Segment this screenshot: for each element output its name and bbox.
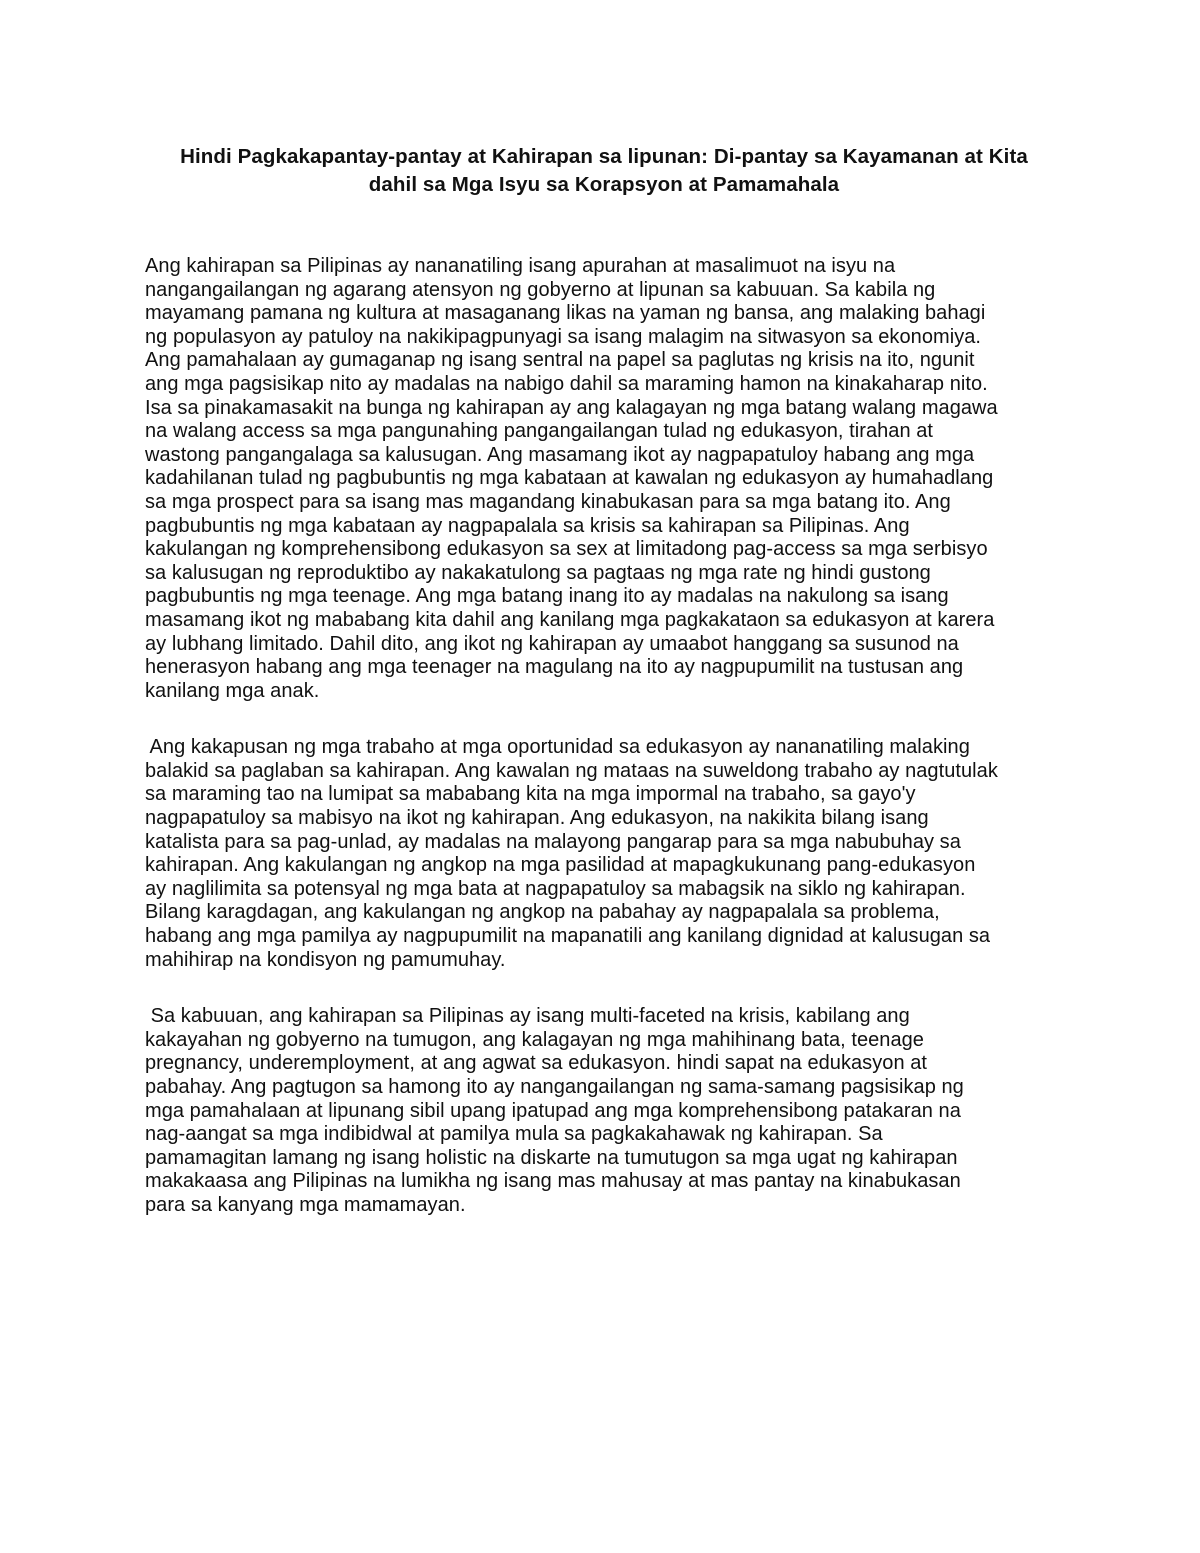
text-line: pagbubuntis ng mga teenage. Ang mga batang inang ito ay madalas na nakulong sa isang <box>145 585 949 608</box>
text-line: masamang ikot ng mababang kita dahil ang kanilang mga pagkakataon sa edukasyon at karera <box>145 608 995 631</box>
text-line: katalista para sa pag-unlad, ay madalas na malayong pangarap para sa mga nabubuhay sa <box>145 830 961 853</box>
text-line: nag-aangat sa mga indibidwal at pamilya mula sa pagkakahawak ng kahirapan. Sa <box>145 1123 883 1146</box>
text-line: sa maraming tao na lumipat sa mababang kita na mga impormal na trabaho, sa gayo'y <box>145 783 916 806</box>
text-line: ang mga pagsisikap nito ay madalas na nabigo dahil sa maraming hamon na kinakaharap nito. <box>145 372 988 395</box>
text-line: na walang access sa mga pangunahing pangangailangan tulad ng edukasyon, tirahan at <box>145 420 934 443</box>
text-line: henerasyon habang ang mga teenager na magulang na ito ay nagpupumilit na tustusan ang <box>145 656 964 679</box>
text-line: nagpapatuloy sa mabisyo na ikot ng kahirapan. Ang edukasyon, na nakikita bilang isang <box>145 807 929 830</box>
document-body <box>145 255 1063 1218</box>
text-line: wastong pangangalaga sa kalusugan. Ang masamang ikot ay nagpapatuloy habang ang mga <box>145 443 975 466</box>
paragraph-2 <box>145 736 1063 972</box>
text-line: mayamang pamana ng kultura at masaganang likas na yaman ng bansa, ang malaking bahagi <box>145 302 986 325</box>
text-line: sa mga prospect para sa isang mas magandang kinabukasan para sa mga batang ito. Ang <box>145 490 951 513</box>
text-line: balakid sa paglaban sa kahirapan. Ang kawalan ng mataas na suweldong trabaho ay nagtutulak <box>145 759 998 782</box>
text-line: Ang pamahalaan ay gumaganap ng isang sentral na papel sa paglutas ng krisis na ito, ngunit <box>145 349 975 372</box>
title-line: dahil sa Mga Isyu sa Korapsyon at Pamamahala <box>368 173 840 196</box>
text-line: para sa kanyang mga mamamayan. <box>145 1193 466 1216</box>
text-line: kanilang mga anak. <box>145 679 320 702</box>
text-line: nangangailangan ng agarang atensyon ng gobyerno at lipunan sa kabuuan. Sa kabila ng <box>145 278 936 301</box>
text-line: makakaasa ang Pilipinas na lumikha ng isang mas mahusay at mas pantay na kinabukasan <box>145 1170 961 1193</box>
text-line: Isa sa pinakamasakit na bunga ng kahirapan ay ang kalagayan ng mga batang walang magawa <box>145 396 998 419</box>
paragraph-3 <box>145 1005 1063 1217</box>
text-line: kahirapan. Ang kakulangan ng angkop na mga pasilidad at mapagkukunang pang-edukasyon <box>145 854 976 877</box>
text-line: Ang kakapusan ng mga trabaho at mga oportunidad sa edukasyon ay nananatiling malaking <box>145 736 970 759</box>
text-line: kadahilanan tulad ng pagbubuntis ng mga kabataan at kawalan ng edukasyon ay humahadlang <box>145 467 994 490</box>
text-line: pamamagitan lamang ng isang holistic na diskarte na tumutugon sa mga ugat ng kahirapan <box>145 1146 958 1169</box>
text-line: pabahay. Ang pagtugon sa hamong ito ay nangangailangan ng sama-samang pagsisikap ng <box>145 1076 964 1098</box>
text-line: ng populasyon ay patuloy na nakikipagpunyagi sa isang malagim na sitwasyon sa ekonomiya. <box>145 325 982 348</box>
text-line: mahihirap na kondisyon ng pamumuhay. <box>145 948 506 971</box>
text-line: ay naglilimita sa potensyal ng mga bata at nagpapatuloy sa mabagsik na siklo ng kahirapan. <box>145 877 966 900</box>
title-line: Hindi Pagkakapantay-pantay at Kahirapan sa lipunan: Di-pantay sa Kayamanan at Kita <box>180 145 1028 168</box>
paragraph-1 <box>145 255 1063 703</box>
text-line: kakulangan ng komprehensibong edukasyon sa sex at limitadong pag-access sa mga serbisyo <box>145 538 988 561</box>
document-content <box>145 143 1063 1218</box>
text-line: sa kalusugan ng reproduktibo ay nakakatulong sa pagtaas ng mga rate ng hindi gustong <box>145 561 931 584</box>
text-line: Sa kabuuan, ang kahirapan sa Pilipinas ay isang multi-faceted na krisis, kabilang ang <box>145 1005 910 1028</box>
text-line: pregnancy, underemployment, at ang agwat sa edukasyon. hindi sapat na edukasyon at <box>145 1052 928 1075</box>
text-line: habang ang mga pamilya ay nagpupumilit na mapanatili ang kanilang dignidad at kalusugan sa <box>145 925 991 948</box>
text-line: Bilang karagdagan, ang kakulangan ng angkop na pabahay ay nagpapalala sa problema, <box>145 901 940 924</box>
text-line: Ang kahirapan sa Pilipinas ay nananatiling isang apurahan at masalimuot na isyu na <box>145 255 896 277</box>
text-line: mga pamahalaan at lipunang sibil upang ipatupad ang mga komprehensibong patakaran na <box>145 1099 961 1122</box>
text-line: pagbubuntis ng mga kabataan ay nagpapalala sa krisis sa kahirapan sa Pilipinas. Ang <box>145 514 910 537</box>
text-line: ay lubhang limitado. Dahil dito, ang ikot ng kahirapan ay umaabot hanggang sa susunod na <box>145 632 959 655</box>
text-line: kakayahan ng gobyerno na tumugon, ang kalagayan ng mga mahihinang bata, teenage <box>145 1028 924 1051</box>
document-title <box>145 143 1063 199</box>
